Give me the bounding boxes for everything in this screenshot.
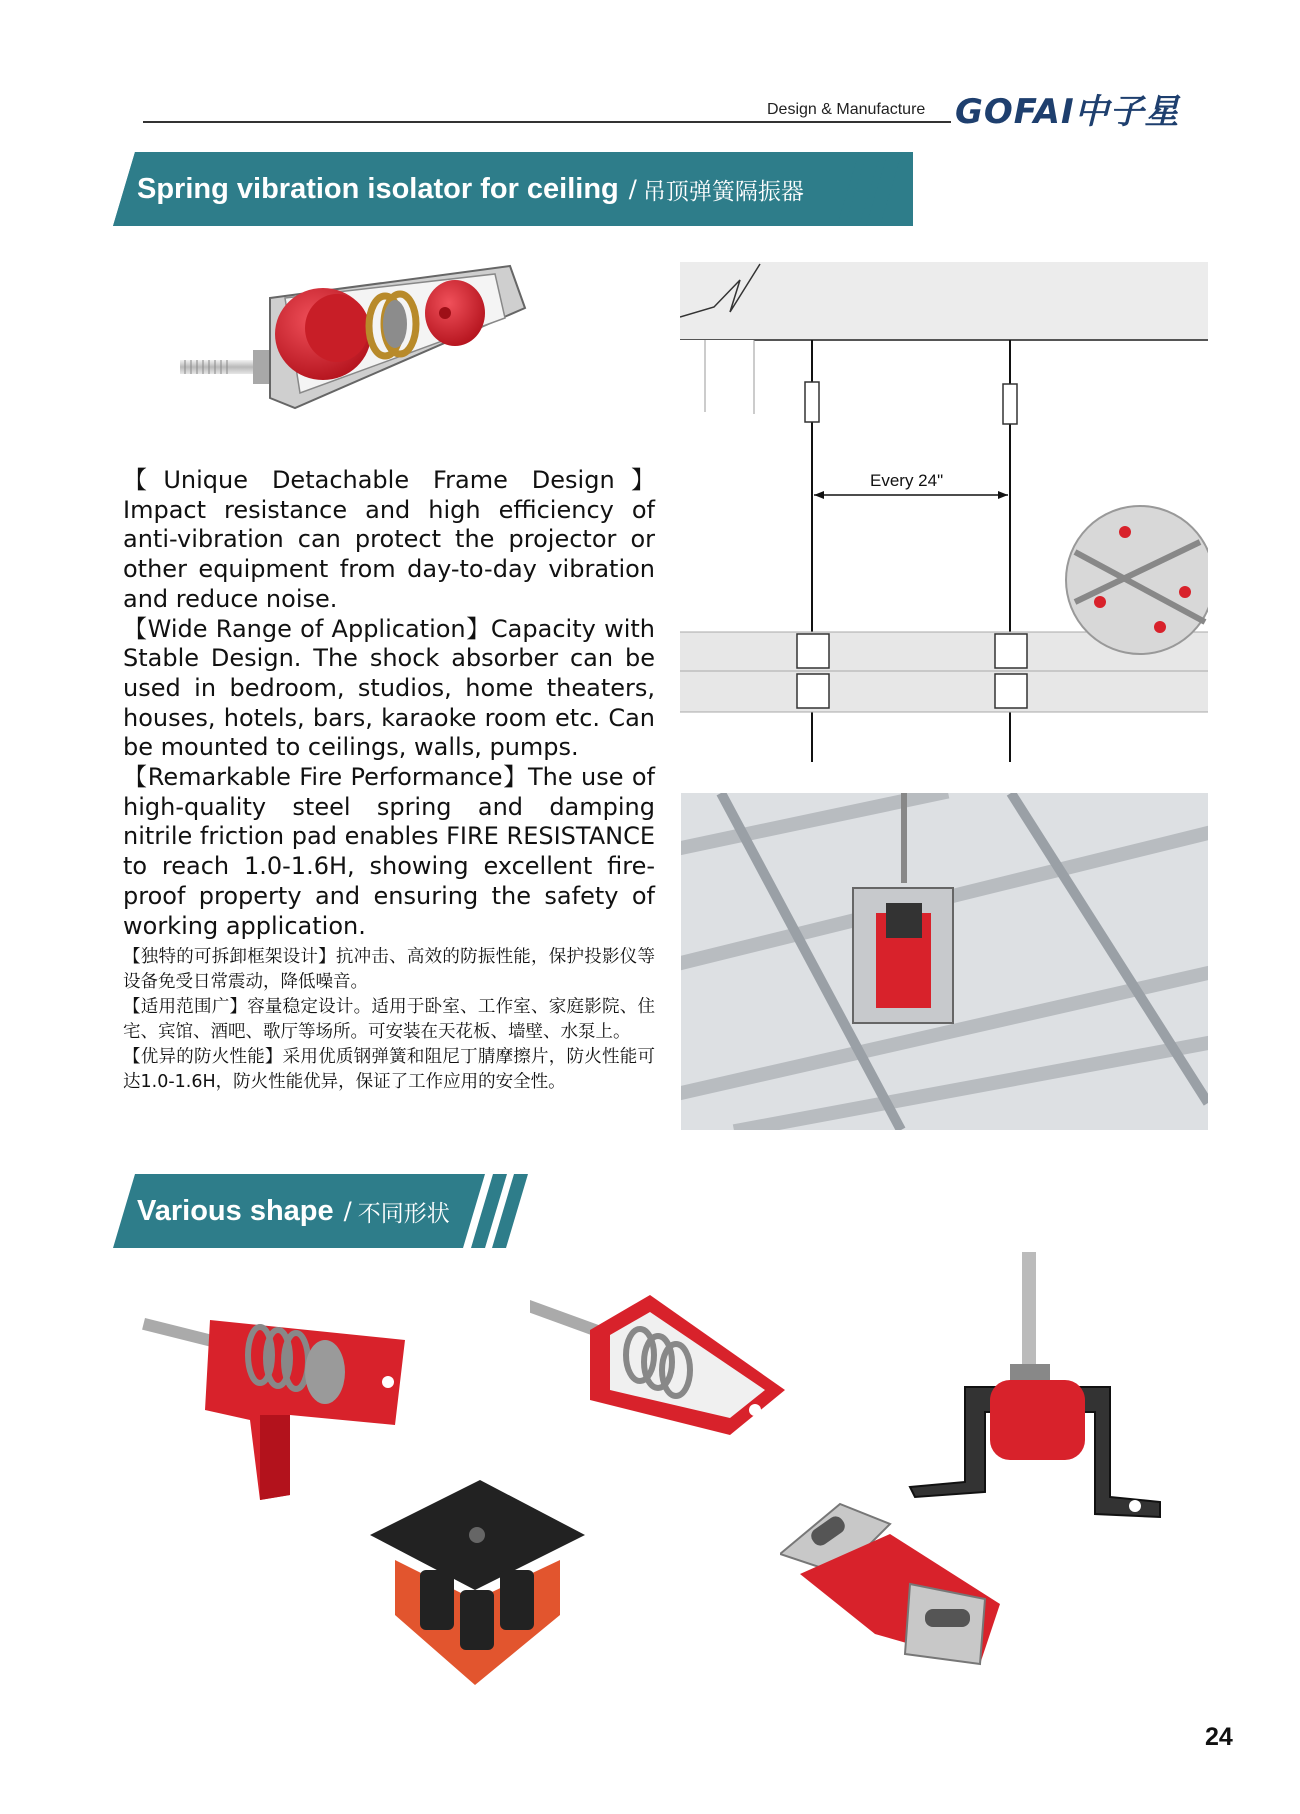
red-bracket-isolator-photo — [140, 1300, 420, 1510]
description-en — [123, 466, 655, 941]
isolator-product-photo — [175, 258, 545, 433]
description-en-paragraph: 【Remarkable Fire Performance】The use of high-quality steel spring and damping nitrile friction pad enables FIRE RESISTANCE to reach 1.0-1.6H, showing excellent fire-proof property and ensuring the safety of working application. — [123, 763, 655, 940]
description-cn — [123, 945, 655, 1095]
section-title-en: Spring vibration isolator for ceiling — [137, 172, 619, 205]
description-en-paragraph: 【Unique Detachable Frame Design】 Impact resistance and high efficiency of anti-vibration can protect the projector or other equipment from day-to-day vibration and reduce noise. — [123, 466, 655, 613]
title-separator: / — [628, 175, 637, 203]
ceiling-grid-photo — [681, 793, 1208, 1130]
section-title-cn: 吊顶弹簧隔振器 — [642, 178, 804, 205]
section-banner-spring-isolator — [113, 152, 913, 226]
description-en-paragraph: 【Wide Range of Application】Capacity with Stable Design. The shock absorber can be used in bedroom, studios, home theaters, houses, hotels, bars, karaoke room etc. Can be mounted to ceilings, walls, pumps. — [123, 614, 655, 762]
red-box-isolator-photo — [530, 1290, 790, 1470]
page-number: 24 — [1205, 1723, 1233, 1751]
ceiling-installation-diagram — [680, 262, 1208, 792]
section-title-cn: 不同形状 — [357, 1200, 450, 1227]
section-banner-various-shape — [113, 1174, 543, 1248]
spacing-label: Every 24" — [870, 471, 944, 490]
header-rule — [143, 121, 951, 123]
description-cn-paragraph: 【独特的可拆卸框架设计】抗冲击、高效的防振性能，保护投影仪等设备免受日常震动，降低噪音。 — [123, 947, 655, 992]
description-cn-paragraph: 【适用范围广】容量稳定设计。适用于卧室、工作室、家庭影院、住宅、宾馆、酒吧、歌厅等场所。可安装在天花板、墙壁、水泵上。 — [123, 997, 655, 1042]
title-separator: / — [343, 1197, 352, 1225]
description-cn-paragraph: 【优异的防火性能】采用优质钢弹簧和阻尼丁腈摩擦片，防火性能可达1.0-1.6H，防火性能优异，保证了工作应用的安全性。 — [123, 1047, 655, 1092]
floor-mount-isolator-photo — [905, 1252, 1165, 1527]
header-tagline: Design & Manufacture — [767, 101, 926, 118]
brand-logo: GOFAI中子星 — [955, 92, 1180, 132]
square-pad-isolator-photo — [365, 1480, 585, 1690]
rubber-hanger-isolator-photo — [780, 1494, 1005, 1669]
section-title-en: Various shape — [137, 1194, 334, 1227]
